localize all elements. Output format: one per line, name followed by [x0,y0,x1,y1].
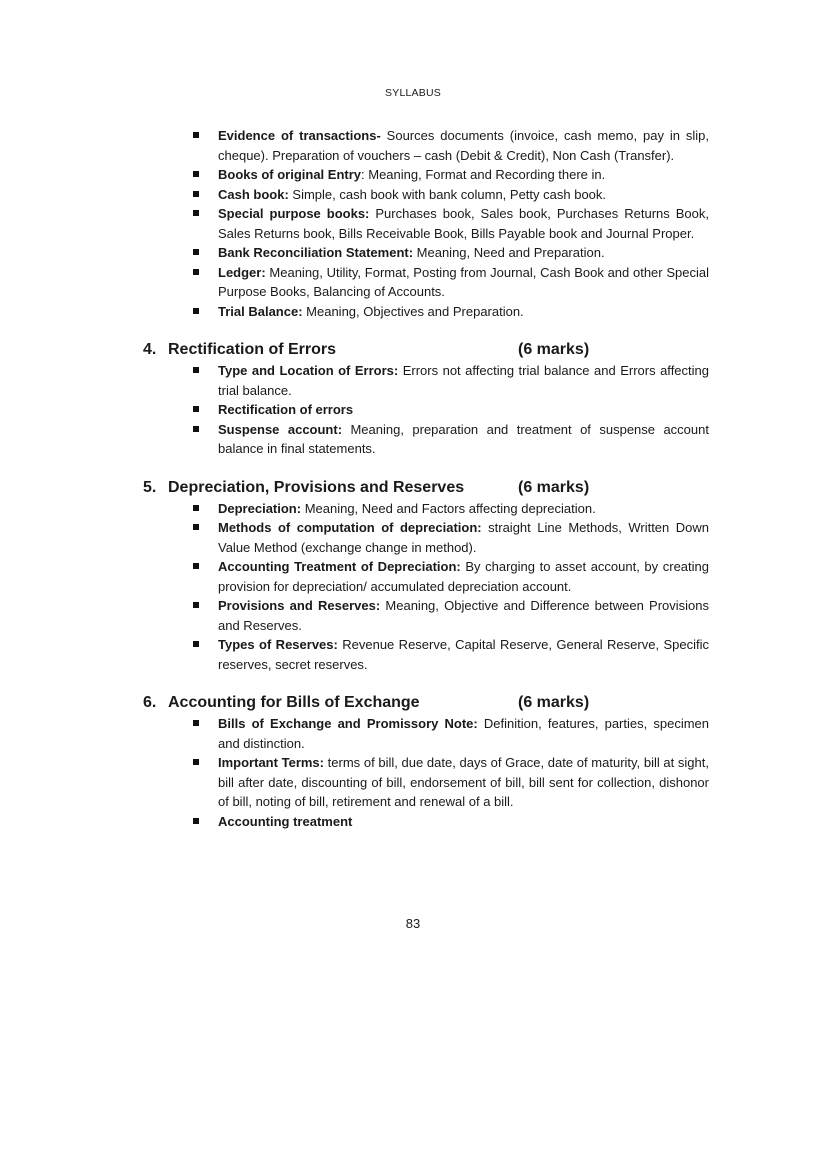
section-rectification-of-errors [0,339,826,459]
list-item [218,126,709,165]
page-header: SYLLABUS [385,87,441,99]
item-term: Rectification of errors [218,402,354,417]
item-description: Errors not affecting trial balance and Errors affecting trial balance. [218,363,709,398]
list-item [218,753,709,812]
item-description: Revenue Reserve, Capital Reserve, General Reserve, Specific reserves, secret reserves. [218,637,709,672]
square-bullet-icon [193,759,199,765]
section-bills-of-exchange [0,692,826,831]
square-bullet-icon [193,367,199,373]
section-heading [0,339,826,361]
intro-list [0,126,826,321]
item-description: By charging to asset account, by creating provision for depreciation/ accumulated depreciation account. [218,559,710,594]
item-term: Types of Reserves: [218,637,338,652]
item-description: : Meaning, Format and Recording there in. [361,167,606,182]
item-term: Methods of computation of depreciation: [218,520,482,535]
item-term: Cash book: [218,186,289,202]
item-term: Books of original Entry [218,167,362,182]
item-description: Simple, cash book with bank column, Petty cash book. [288,186,607,202]
square-bullet-icon [193,505,199,511]
item-term: Bills of Exchange and Promissory Note: [218,716,478,731]
item-description: Meaning, Objective and Difference between Provisions and Reserves. [218,598,709,633]
square-bullet-icon [193,171,199,177]
item-description: terms of bill, due date, days of Grace, date of maturity, bill at sight, bill after date, discounting of bill, endorsement of bill, bill sent for collection, dishonor of bill, noting of bill, retirement and renewal of a bill. [218,755,709,809]
list-item [218,518,709,557]
list-item [218,596,709,635]
section-depreciation-provisions-reserves [0,477,826,675]
square-bullet-icon [193,602,199,608]
section-marks: (6 marks) [518,694,590,711]
item-description: Sources documents (invoice, cash memo, pay in slip, cheque). Preparation of vouchers – cash (Debit & Credit), Non Cash (Transfer). [218,128,709,163]
item-description: Meaning, Utility, Format, Posting from Journal, Cash Book and other Special Purpose Books, Balancing of Accounts. [218,264,709,299]
list-item [218,420,709,459]
syllabus-content [0,126,826,831]
square-bullet-icon [193,818,199,824]
square-bullet-icon [193,524,199,530]
item-term: Provisions and Reserves: [218,598,381,613]
section-marks: (6 marks) [518,341,590,358]
section-list [0,714,826,831]
square-bullet-icon [193,308,199,314]
square-bullet-icon [193,269,199,275]
item-description: Meaning, preparation and treatment of suspense account balance in final statements. [218,421,709,456]
section-title: Depreciation, Provisions and Reserves [168,478,465,496]
square-bullet-icon [193,132,199,138]
page-number: 83 [405,916,421,931]
item-term: Accounting Treatment of Depreciation: [218,559,461,574]
list-item [218,400,709,420]
square-bullet-icon [193,426,199,432]
item-term: Bank Reconciliation Statement: [218,245,414,260]
list-item [218,185,709,205]
item-term: Important Terms: [218,755,324,770]
section-heading [0,692,826,714]
item-term: Trial Balance: [218,303,303,319]
list-item [218,635,709,674]
section-title: Accounting for Bills of Exchange [168,694,420,711]
square-bullet-icon [193,210,199,216]
list-item [218,165,709,185]
section-number: 4. [143,341,157,358]
item-term: Special purpose books: [218,206,370,221]
list-item [218,243,709,263]
list-item [218,263,709,302]
section-title: Rectification of Errors [168,341,337,358]
section-marks: (6 marks) [518,478,590,496]
list-item [218,361,709,400]
section-heading [0,477,826,499]
square-bullet-icon [193,249,199,255]
list-item [218,714,709,753]
item-term: Evidence of transactions- [218,128,381,143]
item-term: Suspense account: [218,421,343,437]
square-bullet-icon [193,563,199,569]
section-number: 5. [143,478,157,496]
square-bullet-icon [193,191,199,197]
item-term: Type and Location of Errors: [218,363,399,378]
list-item [218,557,709,596]
list-item [218,204,709,243]
item-term: Accounting treatment [218,813,353,829]
item-term: Ledger: [218,264,266,280]
item-description: straight Line Methods, Written Down Value Method (exchange change in method). [218,520,709,555]
square-bullet-icon [193,720,199,726]
item-description: Purchases book, Sales book, Purchases Returns Book, Sales Returns book, Bills Receivable Book, Bills Payable book and Journal Proper. [218,206,709,241]
item-description: Meaning, Need and Preparation. [413,245,605,260]
item-description: Definition, features, parties, specimen and distinction. [218,716,710,751]
item-description: Meaning, Need and Factors affecting depreciation. [301,500,596,516]
item-term: Depreciation: [218,500,302,516]
square-bullet-icon [193,406,199,412]
section-list [0,361,826,459]
square-bullet-icon [193,641,199,647]
section-number: 6. [143,694,157,711]
list-item [218,302,709,322]
item-description: Meaning, Objectives and Preparation. [302,303,524,319]
list-item [218,499,709,519]
list-item [218,812,709,832]
section-list [0,499,826,675]
